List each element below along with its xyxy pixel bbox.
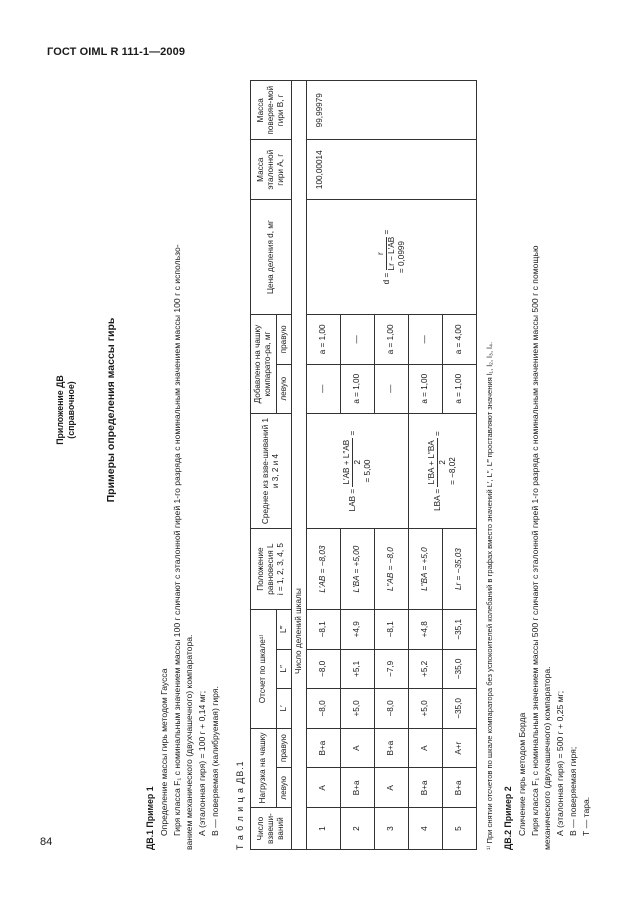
mean-ba-numerator: L′BA + L″BA [427,438,438,486]
cell-add-left: — [375,364,409,413]
cell-add-left: a = 1,00 [409,364,443,413]
cell-left: В+a [443,768,477,808]
rotated-page-content [45,70,591,850]
units-row: Число делений шкалы [291,81,306,850]
division-value: = 0,0999 [397,241,407,274]
mean-ba-eq: = [432,431,442,436]
col-header-added-right: правую [276,315,291,364]
cell-l3: +4,9 [341,610,375,650]
example-2-heading: ДВ.2 Пример 2 [503,786,513,850]
col-header-l1: L′ [276,689,291,729]
cell-l3: −8,1 [375,610,409,650]
mean-ba-denominator: 2 [437,460,447,465]
col-header-position [251,529,292,610]
cell-l2: −7,9 [375,649,409,689]
example-1-line: ванием механического (двухчашечного) компаратора. [184,634,195,850]
cell-left: А [375,768,409,808]
table-footnote: ¹⁾ При снятии отсчетов по шкале компаратора без успокоителей колебаний в графах вместо значений L′, L″, L‴ проставляют значения l₁, l₂, l₃, l₄. [485,341,494,850]
mean-ab-lhs: LAB = [347,488,357,512]
division-fraction [376,237,398,271]
cell-l2: +5,2 [409,649,443,689]
cell-l2: −8,0 [307,649,341,689]
cell-right: А+r [443,728,477,768]
division-lhs: d = [381,272,391,285]
cell-add-right: a = 4,00 [443,315,477,364]
mean-ab-eq: = [347,430,357,436]
example-1-section [145,70,223,850]
example-1-line: Гиря класса F₁ с номинальным значением массы 100 г сличают с эталонной гирей 1-го разряда с номинальным значением массы 100 г с использо- [171,244,182,836]
example-1-line: Определение массы гирь методом Гаусса [158,668,169,836]
cell-n: 3 [375,808,409,850]
division-eq: = [381,229,391,235]
col-header-l2: L″ [276,649,291,689]
cell-n: 2 [341,808,375,850]
col-header-mean: Среднее из взве-шиваний 1 и 3, 2 и 4 [251,413,292,528]
example-2-line: Т — тара. [580,796,591,836]
weighing-table [250,80,477,850]
position-label: Положение равновесия L [255,543,275,595]
col-header-added-left: левую [276,364,291,413]
cell-l2: +5,1 [341,649,375,689]
cell-position: L″AB = −8,0 [375,529,409,610]
cell-ref-mass: 100,00014 [307,140,477,200]
col-header-test-mass: Масса поверяе-мой гири В, г [251,81,292,140]
cell-left: А [307,768,341,808]
cell-mean-ba [409,413,477,528]
cell-add-right: — [341,315,375,364]
example-1-line: В — поверяемая (калибруемая) гиря. [209,686,220,836]
cell-test-mass: 99,99979 [307,81,477,140]
mean-ab-numerator: L′AB + L″AB [342,438,353,487]
col-header-readings: Отсчет по шкале¹⁾ [251,610,277,729]
col-header-added: Добавлено на чашку компарато-ра, мг [251,315,277,414]
cell-l3: −8,1 [307,610,341,650]
cell-left: В+a [341,768,375,808]
division-numerator: r [376,237,387,271]
position-sub: i = 1, 2, 3, 4, 5 [276,543,285,596]
cell-n: 1 [307,808,341,850]
cell-l1: −8,0 [375,689,409,729]
example-2-line: механического (двухчашечного) компаратора. [542,666,553,850]
cell-right: В+a [375,728,409,768]
example-2-section [503,70,593,850]
example-2-line: Сличение гирь методом Борда [516,712,527,836]
division-denominator: Lr − L′AB [386,236,396,271]
example-2-line: А (эталонная гиря) = 500 г + 0,25 мг; [555,690,566,836]
cell-right: А [341,728,375,768]
cell-l3: −35,1 [443,610,477,650]
col-header-ref-mass: Масса эталонной гири А, г [251,140,292,200]
col-header-right: правую [276,728,291,768]
appendix-status: (справочное) [66,381,77,439]
cell-add-right: a = 1,00 [307,315,341,364]
cell-l1: +5,0 [409,689,443,729]
mean-ba-lhs: LBA = [432,488,442,511]
col-header-division: Цена деления d, мг [251,199,292,314]
example-1-heading: ДВ.1 Пример 1 [145,786,155,850]
cell-mean-ab [307,413,409,528]
mean-ba-value: = −8,02 [448,457,458,485]
page-title: Примеры определения массы гирь [105,317,117,503]
cell-add-right: a = 1,00 [375,315,409,364]
cell-l2: −35,0 [443,649,477,689]
cell-right: В+a [307,728,341,768]
example-2-line: В — поверяемая гиря; [567,746,578,836]
cell-add-right: — [409,315,443,364]
cell-n: 4 [409,808,443,850]
mean-ab-fraction [342,438,364,487]
cell-position: L′AB = −8,03 [307,529,341,610]
cell-add-left: a = 1,00 [443,364,477,413]
col-header-l3: L‴ [276,610,291,650]
col-header-load: Нагрузка на чашку [251,728,277,807]
cell-position: L″BA = +5,0 [409,529,443,610]
appendix-label [55,330,78,490]
table-caption: Т а б л и ц а ДВ.1 [235,760,245,850]
cell-left: В+a [409,768,443,808]
cell-position: Lr = −35,03 [443,529,477,610]
cell-right: А [409,728,443,768]
cell-l1: +5,0 [341,689,375,729]
cell-add-left: — [307,364,341,413]
cell-position: L′BA = +5,00 [341,529,375,610]
document-header: ГОСТ OIML R 111-1—2009 [47,46,186,58]
cell-l3: +4,8 [409,610,443,650]
cell-l1: −8,0 [307,689,341,729]
col-header-left: левую [276,768,291,808]
example-1-line: А (эталонная гиря) = 100 г + 0,14 мг; [197,690,208,836]
page-number: 84 [40,836,53,848]
cell-l1: −35,0 [443,689,477,729]
col-header-num: Число взвеши-ваний [251,808,292,850]
example-2-line: Гиря класса F₁ с номинальным значением массы 500 г сличают с эталонной гирей 1-го разряда с номинальным значением массы 500 г с помощью [529,245,540,836]
mean-ab-value: = 5,00 [363,459,373,483]
cell-division [307,199,477,314]
mean-ab-denominator: 2 [352,459,362,465]
cell-add-left: a = 1,00 [341,364,375,413]
appendix-title: Приложение ДВ [55,375,65,445]
cell-n: 5 [443,808,477,850]
mean-ba-fraction [427,438,449,486]
